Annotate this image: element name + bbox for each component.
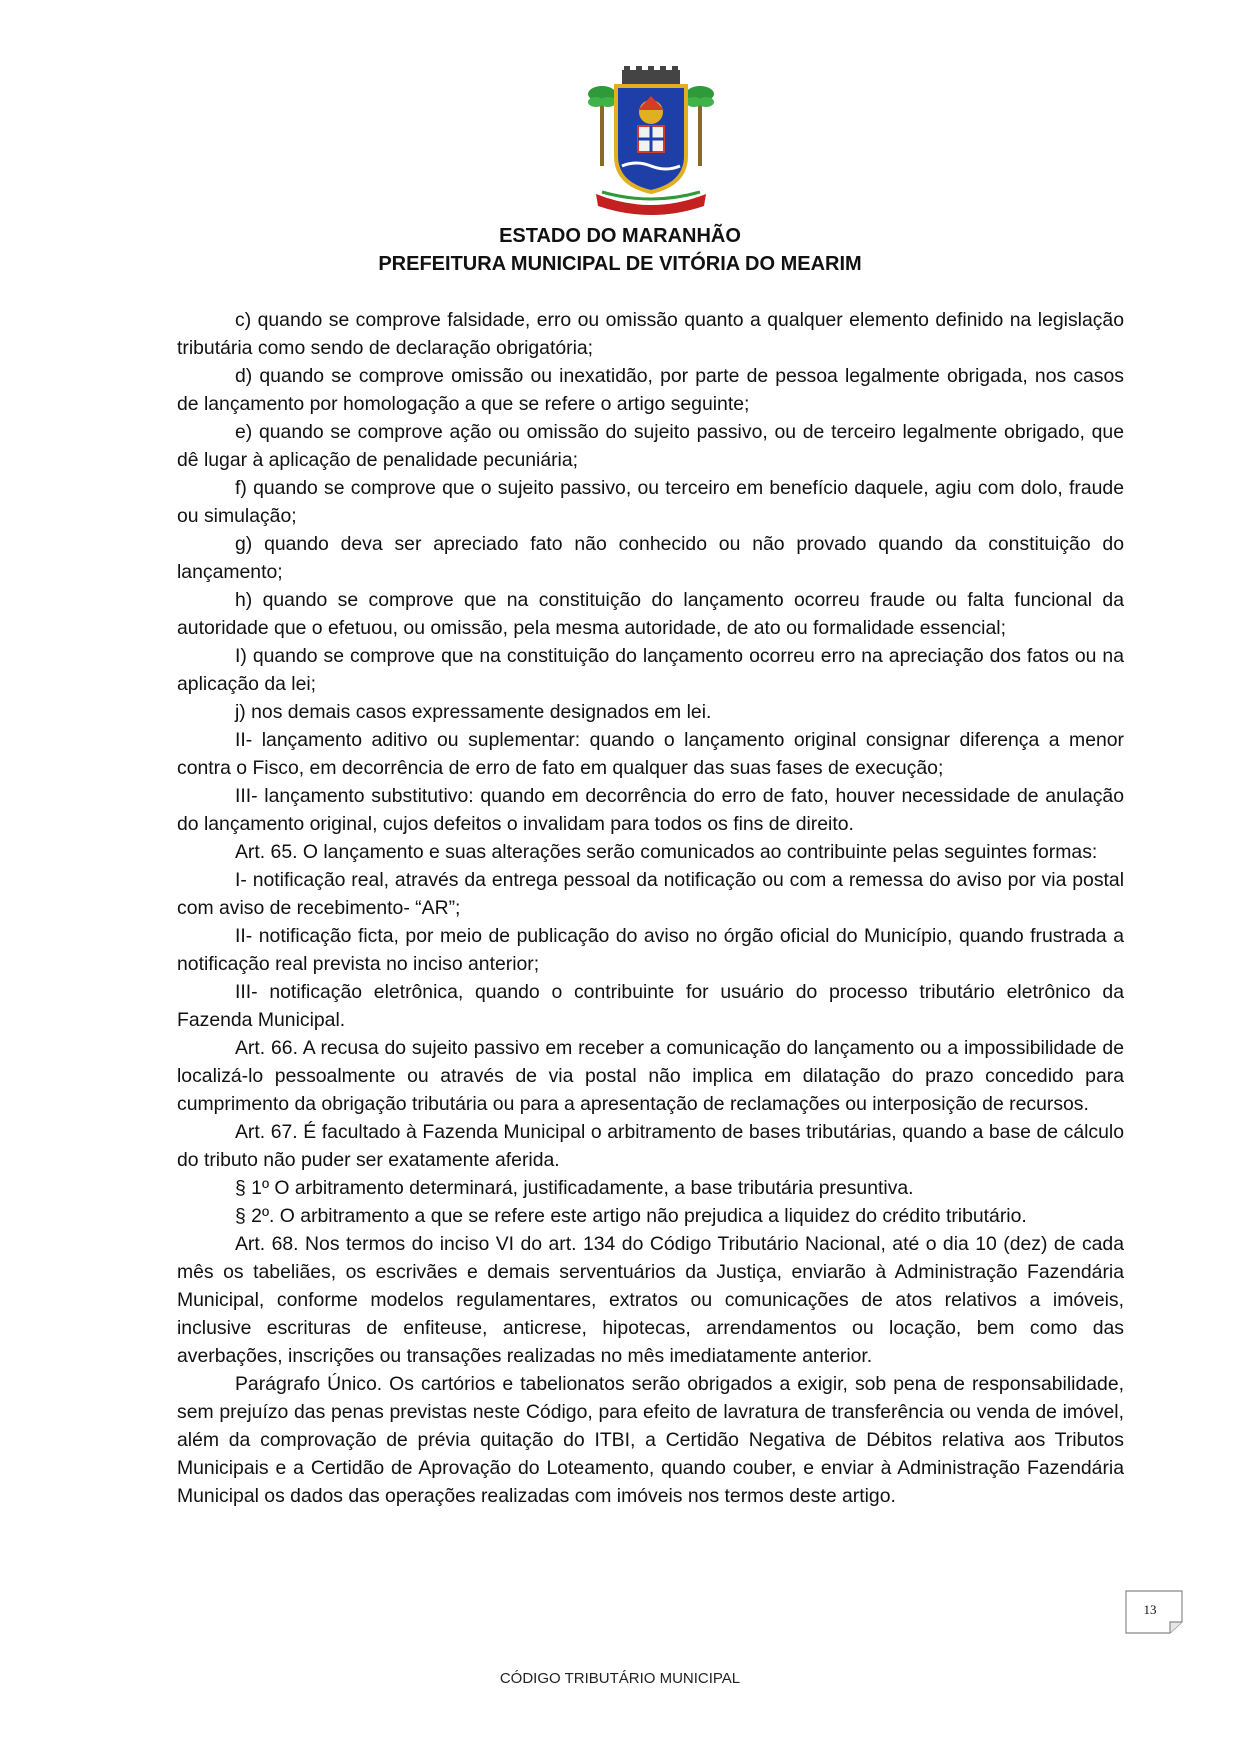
paragraph: I- notificação real, através da entrega pessoal da notificação ou com a remessa do aviso por via postal com aviso de recebimento- “AR”; [177,869,1124,919]
paragraph: f) quando se comprove que o sujeito passivo, ou terceiro em benefício daquele, agiu com dolo, fraude ou simulação; [177,477,1124,527]
paragraph: I) quando se comprove que na constituição do lançamento ocorreu erro na apreciação dos fatos ou na aplicação da lei; [177,645,1124,695]
header-municipality-title: PREFEITURA MUNICIPAL DE VITÓRIA DO MEARIM [378,253,862,275]
document-header [0,222,1240,278]
paragraph: g) quando deva ser apreciado fato não conhecido ou não provado quando da constituição do lançamento; [177,533,1124,583]
paragraph: III- lançamento substitutivo: quando em decorrência do erro de fato, houver necessidade de anulação do lançamento original, cujos defeitos o invalidam para todos os fins de direito. [177,785,1124,835]
palm-tree-right-icon [686,86,714,166]
paragraph: II- notificação ficta, por meio de publicação do aviso no órgão oficial do Município, quando frustrada a notificação real prevista no inciso anterior; [177,925,1124,975]
paragraph: Parágrafo Único. Os cartórios e tabelionatos serão obrigados a exigir, sob pena de responsabilidade, sem prejuízo das penas previstas neste Código, para efeito de lavratura de transferência ou venda de imóvel, além da comprovação de prévia quitação do ITBI, a Certidão Negativa de Débitos relativa aos Tributos Municipais e a Certidão de Aprovação do Loteamento, quando couber, e enviar à Administração Fazendária Municipal os dados das operações realizadas com imóveis nos termos deste artigo. [177,1373,1124,1507]
document-body [177,306,1124,1510]
paragraph: h) quando se comprove que na constituição do lançamento ocorreu fraude ou falta funcional da autoridade que o efetuou, ou omissão, pela mesma autoridade, de ato ou formalidade essencial; [177,589,1124,639]
paragraph: Art. 67. É facultado à Fazenda Municipal o arbitramento de bases tributárias, quando a base de cálculo do tributo não puder ser exatamente aferida. [177,1121,1124,1171]
palm-tree-left-icon [588,86,616,166]
paragraph: Art. 65. O lançamento e suas alterações serão comunicados ao contribuinte pelas seguintes formas: [235,841,1098,863]
paragraph: c) quando se comprove falsidade, erro ou omissão quanto a qualquer elemento definido na legislação tributária como sendo de declaração obrigatória; [177,309,1124,359]
page-number-box [1125,1590,1183,1634]
paragraph: III- notificação eletrônica, quando o contribuinte for usuário do processo tributário eletrônico da Fazenda Municipal. [177,981,1124,1031]
page-number: 13 [1143,1602,1157,1617]
paragraph: Art. 66. A recusa do sujeito passivo em receber a comunicação do lançamento ou a impossibilidade de localizá-lo pessoalmente ou através de via postal não implica em dilatação do prazo concedido para cumprimento da obrigação tributária ou para a apresentação de reclamações ou interposição de recursos. [177,1037,1124,1115]
paragraph: d) quando se comprove omissão ou inexatidão, por parte de pessoa legalmente obrigada, nos casos de lançamento por homologação a que se refere o artigo seguinte; [177,365,1124,415]
municipal-coat-of-arms-icon [586,66,716,216]
paragraph: j) nos demais casos expressamente designados em lei. [235,701,712,723]
paragraph: e) quando se comprove ação ou omissão do sujeito passivo, ou de terceiro legalmente obrigado, que dê lugar à aplicação de penalidade pecuniária; [177,421,1124,471]
header-state-title: ESTADO DO MARANHÃO [499,225,741,247]
paragraph: II- lançamento aditivo ou suplementar: quando o lançamento original consignar diferença a menor contra o Fisco, em decorrência de erro de fato em qualquer das suas fases de execução; [177,729,1124,779]
document-footer: CÓDIGO TRIBUTÁRIO MUNICIPAL [499,1670,741,1687]
paragraph: § 2º. O arbitramento a que se refere este artigo não prejudica a liquidez do crédito tributário. [235,1205,1027,1227]
paragraph: § 1º O arbitramento determinará, justificadamente, a base tributária presuntiva. [235,1177,914,1199]
paragraph: Art. 68. Nos termos do inciso VI do art. 134 do Código Tributário Nacional, até o dia 10 (dez) de cada mês os tabeliães, os escrivães e demais serventuários da Justiça, enviarão à Administração Fazendária Municipal, conforme modelos regulamentares, extratos ou comunicações de atos relativos a imóveis, inclusive escrituras de enfiteuse, anticrese, hipotecas, arrendamentos ou locação, bem como das averbações, inscrições ou transações realizadas no mês imediatamente anterior. [177,1233,1124,1367]
